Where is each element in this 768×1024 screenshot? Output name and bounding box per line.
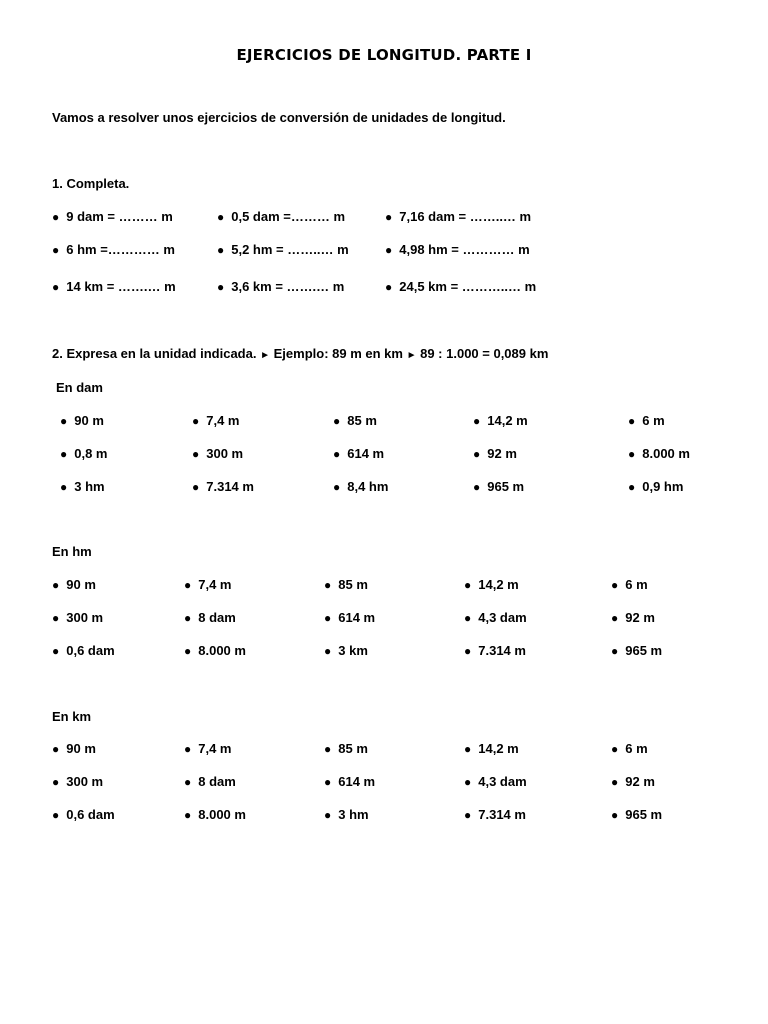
bullet-icon: ● <box>611 808 619 822</box>
bullet-icon: ● <box>611 775 619 789</box>
conversion-item <box>324 807 369 822</box>
item-text: 6 hm =………… m <box>66 242 175 257</box>
bullet-icon: ● <box>385 210 393 224</box>
conversion-item <box>60 413 104 428</box>
item-text: 3,6 km = …….… m <box>231 279 345 294</box>
bullet-icon: ● <box>192 414 200 428</box>
exercise-2-heading <box>52 346 548 361</box>
item-text: 7.314 m <box>206 479 254 494</box>
completion-item <box>217 209 345 224</box>
bullet-icon: ● <box>385 280 393 294</box>
bullet-icon: ● <box>628 414 636 428</box>
bullet-icon: ● <box>628 480 636 494</box>
completion-item <box>52 279 176 294</box>
bullet-icon: ● <box>333 414 341 428</box>
bullet-icon: ● <box>184 808 192 822</box>
conversion-item <box>464 610 527 625</box>
bullet-icon: ● <box>473 414 481 428</box>
item-text: 92 m <box>625 610 655 625</box>
conversion-item <box>333 413 377 428</box>
bullet-icon: ● <box>217 210 225 224</box>
bullet-icon: ● <box>217 243 225 257</box>
item-text: 300 m <box>206 446 244 461</box>
completion-item <box>385 279 536 294</box>
section-label: En km <box>52 709 92 724</box>
bullet-icon: ● <box>184 644 192 658</box>
item-text: 8.000 m <box>198 807 246 822</box>
bullet-icon: ● <box>333 480 341 494</box>
bullet-icon: ● <box>192 447 200 461</box>
item-text: 614 m <box>338 610 376 625</box>
conversion-item <box>184 807 246 822</box>
item-text: 300 m <box>66 774 104 789</box>
conversion-item <box>52 577 96 592</box>
completion-item <box>217 279 344 294</box>
conversion-item <box>52 610 103 625</box>
bullet-icon: ● <box>324 644 332 658</box>
conversion-item <box>324 741 368 756</box>
conversion-item <box>611 610 655 625</box>
conversion-item <box>324 774 375 789</box>
item-text: 14,2 m <box>478 741 519 756</box>
item-text: 0,5 dam =……… m <box>231 209 346 224</box>
bullet-icon: ● <box>611 644 619 658</box>
item-text: 0,8 m <box>74 446 108 461</box>
item-text: 3 hm <box>338 807 369 822</box>
conversion-item <box>473 479 524 494</box>
conversion-item <box>611 741 648 756</box>
item-text: 92 m <box>487 446 517 461</box>
bullet-icon: ● <box>464 808 472 822</box>
conversion-item <box>473 446 517 461</box>
item-text: 300 m <box>66 610 104 625</box>
conversion-item <box>52 741 96 756</box>
item-text: 92 m <box>625 774 655 789</box>
bullet-icon: ● <box>52 243 60 257</box>
bullet-icon: ● <box>52 280 60 294</box>
item-text: 8.000 m <box>642 446 690 461</box>
bullet-icon: ● <box>324 775 332 789</box>
conversion-item <box>628 479 683 494</box>
conversion-item <box>611 807 662 822</box>
conversion-item <box>192 479 254 494</box>
conversion-item <box>628 446 690 461</box>
item-text: 8 dam <box>198 610 236 625</box>
conversion-item <box>324 577 368 592</box>
item-text: 614 m <box>347 446 385 461</box>
bullet-icon: ● <box>464 611 472 625</box>
bullet-icon: ● <box>324 742 332 756</box>
bullet-icon: ● <box>217 280 225 294</box>
bullet-icon: ● <box>464 578 472 592</box>
bullet-icon: ● <box>324 611 332 625</box>
bullet-icon: ● <box>184 775 192 789</box>
bullet-icon: ● <box>52 808 60 822</box>
completion-item <box>385 242 530 257</box>
item-text: 9 dam = ……… m <box>66 209 173 224</box>
bullet-icon: ● <box>324 578 332 592</box>
conversion-item <box>611 577 648 592</box>
item-text: 4,3 dam <box>478 774 527 789</box>
item-text: 4,3 dam <box>478 610 527 625</box>
conversion-item <box>628 413 665 428</box>
item-text: 0,9 hm <box>642 479 684 494</box>
item-text: 6 m <box>625 741 648 756</box>
bullet-icon: ● <box>52 210 60 224</box>
item-text: 85 m <box>347 413 377 428</box>
item-text: 7.314 m <box>478 643 526 658</box>
conversion-item <box>333 479 388 494</box>
bullet-icon: ● <box>52 578 60 592</box>
item-text: 614 m <box>338 774 376 789</box>
item-text: 85 m <box>338 577 368 592</box>
item-text: 0,6 dam <box>66 807 115 822</box>
conversion-item <box>184 741 232 756</box>
completion-item <box>385 209 531 224</box>
item-text: 7.314 m <box>478 807 526 822</box>
arrow-right-icon: ► <box>406 350 417 361</box>
item-text: 7,4 m <box>206 413 240 428</box>
bullet-icon: ● <box>385 243 393 257</box>
item-text: 14,2 m <box>478 577 519 592</box>
item-text: 5,2 hm = ……..… m <box>231 242 349 257</box>
conversion-item <box>324 610 375 625</box>
item-text: 3 hm <box>74 479 105 494</box>
item-text: 90 m <box>66 577 96 592</box>
exercise-2-instruction: 2. Expresa en la unidad indicada. <box>52 346 257 361</box>
item-text: 965 m <box>487 479 525 494</box>
conversion-item <box>473 413 528 428</box>
conversion-item <box>333 446 384 461</box>
bullet-icon: ● <box>464 742 472 756</box>
item-text: 4,98 hm = ………… m <box>399 242 530 257</box>
item-text: 3 km <box>338 643 368 658</box>
item-text: 8,4 hm <box>347 479 389 494</box>
conversion-item <box>184 577 232 592</box>
conversion-item <box>464 577 519 592</box>
item-text: 85 m <box>338 741 368 756</box>
bullet-icon: ● <box>184 611 192 625</box>
page-title: EJERCICIOS DE LONGITUD. PARTE I <box>236 46 532 64</box>
bullet-icon: ● <box>611 611 619 625</box>
conversion-item <box>611 643 662 658</box>
bullet-icon: ● <box>52 742 60 756</box>
conversion-item <box>464 774 527 789</box>
completion-item <box>52 242 175 257</box>
item-text: 90 m <box>74 413 104 428</box>
bullet-icon: ● <box>464 644 472 658</box>
bullet-icon: ● <box>52 775 60 789</box>
bullet-icon: ● <box>52 611 60 625</box>
conversion-item <box>60 446 108 461</box>
item-text: 8.000 m <box>198 643 246 658</box>
bullet-icon: ● <box>333 447 341 461</box>
bullet-icon: ● <box>60 447 68 461</box>
conversion-item <box>611 774 655 789</box>
bullet-icon: ● <box>52 644 60 658</box>
arrow-right-icon: ► <box>260 350 270 361</box>
conversion-item <box>192 413 240 428</box>
conversion-item <box>52 807 115 822</box>
item-text: 90 m <box>66 741 96 756</box>
completion-item <box>52 209 173 224</box>
bullet-icon: ● <box>184 578 192 592</box>
bullet-icon: ● <box>473 480 481 494</box>
intro-text: Vamos a resolver unos ejercicios de conversión de unidades de longitud. <box>52 110 506 125</box>
bullet-icon: ● <box>60 414 68 428</box>
conversion-item <box>464 807 526 822</box>
bullet-icon: ● <box>473 447 481 461</box>
item-text: 965 m <box>625 807 663 822</box>
item-text: 24,5 km = ………..… m <box>399 279 537 294</box>
item-text: 7,4 m <box>198 741 232 756</box>
item-text: 965 m <box>625 643 663 658</box>
bullet-icon: ● <box>611 578 619 592</box>
conversion-item <box>192 446 243 461</box>
exercise-1-heading: 1. Completa. <box>52 176 130 191</box>
item-text: 14,2 m <box>487 413 528 428</box>
completion-item <box>217 242 349 257</box>
conversion-item <box>464 643 526 658</box>
item-text: 7,4 m <box>198 577 232 592</box>
bullet-icon: ● <box>628 447 636 461</box>
bullet-icon: ● <box>611 742 619 756</box>
item-text: 8 dam <box>198 774 236 789</box>
section-label: En hm <box>52 544 92 559</box>
item-text: 14 km = …….… m <box>66 279 176 294</box>
bullet-icon: ● <box>324 808 332 822</box>
bullet-icon: ● <box>60 480 68 494</box>
conversion-item <box>60 479 105 494</box>
conversion-item <box>52 774 103 789</box>
bullet-icon: ● <box>464 775 472 789</box>
exercise-2-example: Ejemplo: 89 m en km <box>273 346 403 361</box>
item-text: 6 m <box>625 577 648 592</box>
bullet-icon: ● <box>192 480 200 494</box>
conversion-item <box>184 610 236 625</box>
conversion-item <box>52 643 115 658</box>
item-text: 7,16 dam = ……..… m <box>399 209 532 224</box>
bullet-icon: ● <box>184 742 192 756</box>
section-label: En dam <box>56 380 103 395</box>
item-text: 6 m <box>642 413 665 428</box>
conversion-item <box>184 643 246 658</box>
conversion-item <box>184 774 236 789</box>
exercise-2-example-result: 89 : 1.000 = 0,089 km <box>420 346 549 361</box>
item-text: 0,6 dam <box>66 643 115 658</box>
conversion-item <box>464 741 519 756</box>
conversion-item <box>324 643 368 658</box>
